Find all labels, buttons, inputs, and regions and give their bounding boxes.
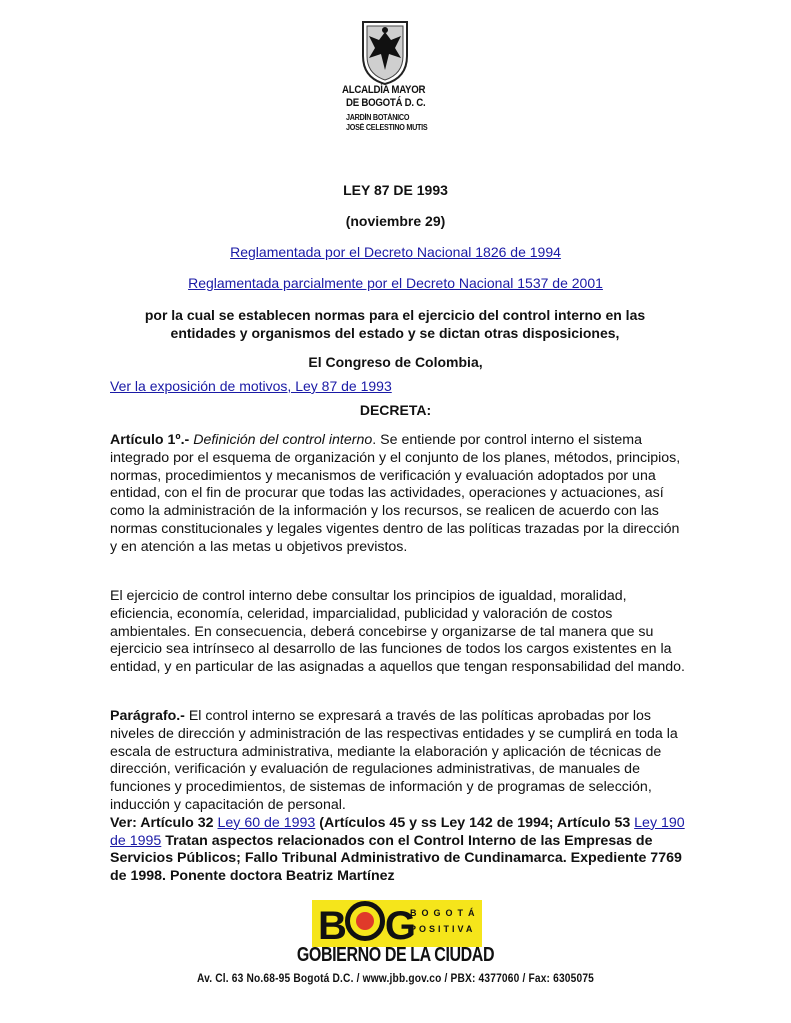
doc-title: LEY 87 DE 1993	[343, 182, 448, 198]
ver-text-a: Ver: Artículo 32	[110, 814, 218, 831]
articulo-1	[110, 432, 685, 557]
bog-o-icon	[345, 901, 385, 941]
doc-date: (noviembre 29)	[345, 213, 446, 229]
bogota-word: BOGOTÁ	[410, 908, 480, 918]
paragraph-2: El ejercicio de control interno debe consultar los principios de igualdad, moralidad, eficiencia, economía, celeridad, imparcialidad, publicidad y valoración de costos ambientales. En consecuencia, deberá concebirse y organizarse de tal manera que su ejercicio sea intrínseco al desarrollo de las funciones de todos los cargos existentes en la entidad, y en particular de las asignadas a aquellos que tengan responsabilidad del mando.	[110, 588, 685, 676]
paragrafo-text: El control interno se expresará a través de las políticas aprobadas por los niveles de dirección y administración de las respectivas entidades y se cumplirá en toda la escala de estructura administrativa, mediante la elaboración y aplicación de técnicas de dirección, verificación y evaluación de regulaciones administrativas, de manuales de funciones y procedimientos, de sistemas de información y de programas de selección, inducción y capacitación de personal.	[110, 708, 678, 813]
ley-190-link[interactable]: Ley 190 de 1995	[110, 814, 685, 849]
bog-letter-g: G	[384, 904, 415, 948]
articulo-1-label: Artículo 1º.-	[110, 432, 190, 448]
congreso-heading: El Congreso de Colombia,	[308, 354, 483, 370]
articulo-1-heading: Definición del control interno	[193, 432, 373, 448]
paragrafo	[110, 708, 685, 886]
header-line-4: JOSÉ CELESTINO MUTIS	[346, 123, 428, 132]
ver-text-b: (Artículos 45 y ss Ley 142 de 1994; Artículo 53	[315, 814, 635, 831]
footer-address: Av. Cl. 63 No.68-95 Bogotá D.C. / www.jbb.gov.co / PBX: 4377060 / Fax: 6305075	[196, 971, 595, 985]
doc-subtitle	[105, 306, 685, 342]
decreto-1537-link[interactable]: Reglamentada parcialmente por el Decreto Nacional 1537 de 2001	[188, 275, 603, 291]
positiva-word: POSITIVA	[410, 924, 476, 934]
gobierno-de-la-ciudad: GOBIERNO DE LA CIUDAD	[296, 944, 495, 966]
ver-text-c: Tratan aspectos relacionados con el Control Interno de las Empresas de Servicios Públicos; Fallo Tribunal Administrativo de Cundinamarca. Expediente 7769 de 1998. Ponente doctora Beatriz Martínez	[110, 832, 682, 885]
articulo-1-text: . Se entiende por control interno el sistema integrado por el esquema de organización y el conjunto de los planes, métodos, principios, normas, procedimientos y mecanismos de verificación y evaluación adoptados por una entidad, con el fin de procurar que todas las actividades, operaciones y actuaciones, así como la administración de la información y los recursos, se realicen de acuerdo con las normas constitucionales y legales vigentes dentro de las políticas trazadas por la dirección y en atención a las metas u objetivos previstos.	[110, 432, 681, 555]
header-line-3: JARDÍN BOTÁNICO	[346, 113, 410, 122]
ley-60-link[interactable]: Ley 60 de 1993	[217, 814, 316, 831]
subtitle-line-1: por la cual se establecen normas para el ejercicio del control interno en las	[144, 307, 646, 323]
header-line-1: ALCALDÍA MAYOR	[342, 84, 426, 96]
bog-letter-b: B	[318, 904, 345, 948]
decreto-1826-link[interactable]: Reglamentada por el Decreto Nacional 1826 de 1994	[230, 244, 561, 260]
decreta-heading: DECRETA:	[359, 402, 432, 418]
bog-wordmark	[318, 901, 414, 949]
header-line-2: DE BOGOTÁ D. C.	[346, 97, 426, 109]
coat-of-arms-icon	[357, 18, 413, 86]
subtitle-line-2: entidades y organismos del estado y se dictan otras disposiciones,	[170, 325, 620, 341]
exposicion-motivos-link[interactable]: Ver la exposición de motivos, Ley 87 de 1993	[110, 378, 392, 394]
paragrafo-label: Parágrafo.-	[110, 708, 185, 724]
